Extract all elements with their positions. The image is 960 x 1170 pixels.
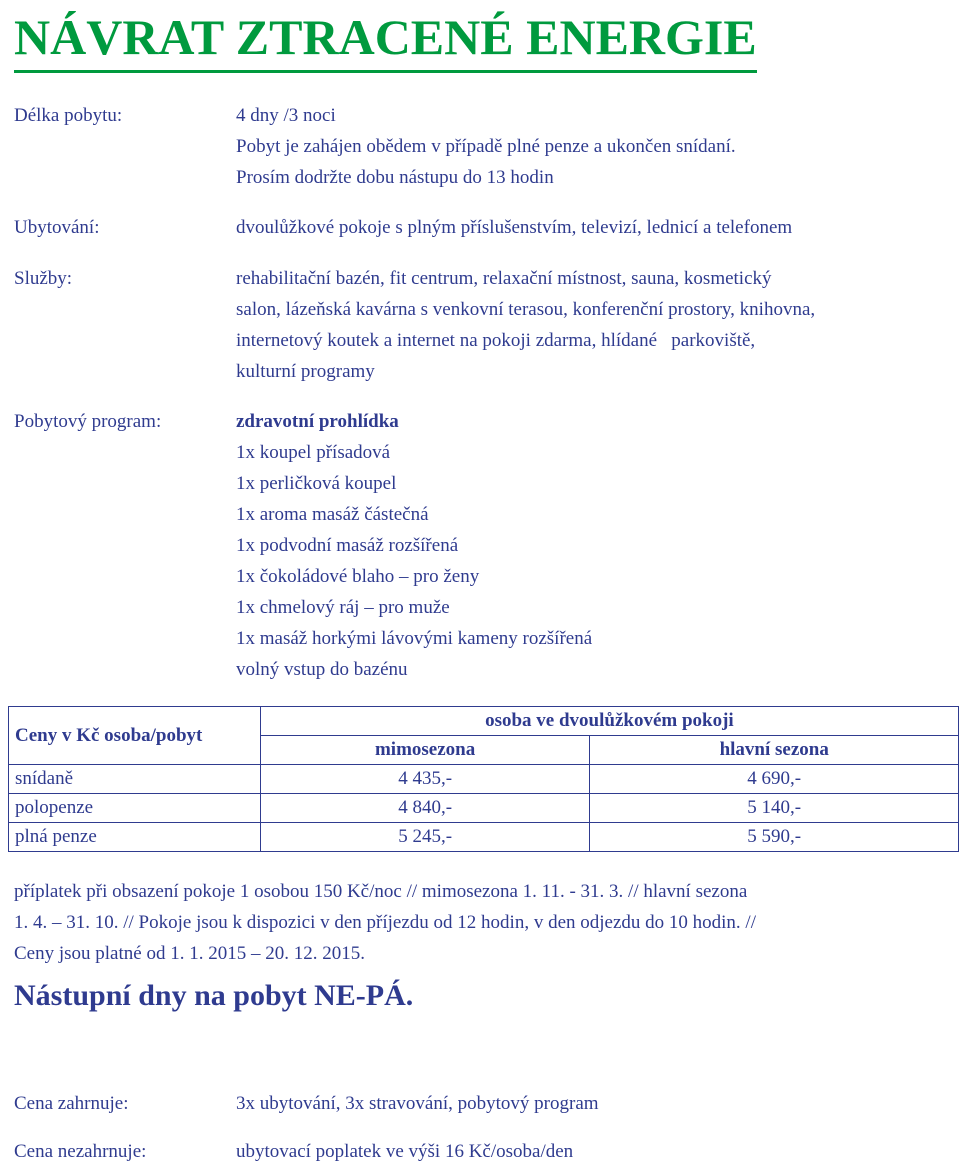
price-header-row [9, 707, 959, 736]
table-row [9, 823, 959, 852]
page-title: NÁVRAT ZTRACENÉ ENERGIE [14, 4, 757, 73]
board-type: plná penze [9, 823, 261, 852]
program-item: 1x chmelový ráj – pro muže [236, 597, 450, 618]
room-type-header: osoba ve dvoulůžkovém pokoji [260, 707, 958, 736]
start-days-heading: Nástupní dny na pobyt NE-PÁ. [14, 979, 414, 1012]
program-list [236, 406, 592, 685]
program-item: 1x podvodní masáž rozšířená [236, 535, 459, 556]
price-main-season: 5 140,- [590, 794, 959, 823]
note-line: Ceny jsou platné od 1. 1. 2015 – 20. 12. 2015. [14, 943, 365, 964]
program-item: 1x masáž horkými lávovými kameny rozšířená [236, 628, 593, 649]
price-off-season: 4 435,- [260, 765, 590, 794]
services-line: internetový koutek a internet na pokoji zdarma, hlídané parkoviště, [236, 330, 756, 351]
price-off-season: 5 245,- [260, 823, 590, 852]
not-included-text [236, 1136, 573, 1167]
price-main-season: 5 590,- [590, 823, 959, 852]
accommodation-label: Ubytování: [14, 217, 100, 238]
not-included-value: ubytovací poplatek ve výši 16 Kč/osoba/den [236, 1141, 574, 1162]
included-label: Cena zahrnuje: [14, 1093, 129, 1114]
table-row [9, 794, 959, 823]
included-text [236, 1088, 599, 1119]
stay-duration: 4 dny /3 noci [236, 105, 336, 126]
stay-start-info: Pobyt je zahájen obědem v případě plné penze a ukončen snídaní. [236, 136, 736, 157]
price-off-season: 4 840,- [260, 794, 590, 823]
stay-arrival-info: Prosím dodržte dobu nástupu do 13 hodin [236, 167, 554, 188]
services-line: rehabilitační bazén, fit centrum, relaxační místnost, sauna, kosmetický [236, 268, 772, 289]
off-season-header: mimosezona [260, 736, 590, 765]
services-line: salon, lázeňská kavárna s venkovní terasou, konferenční prostory, knihovna, [236, 299, 816, 320]
note-line: 1. 4. – 31. 10. // Pokoje jsou k dispozici v den příjezdu od 12 hodin, v den odjezdu do 10 hodin. // [14, 912, 756, 933]
price-notes [14, 876, 934, 969]
stay-label: Délka pobytu: [14, 105, 123, 126]
services-label: Služby: [14, 268, 73, 289]
price-table [8, 706, 959, 852]
program-label: Pobytový program: [14, 411, 162, 432]
board-type: polopenze [9, 794, 261, 823]
not-included-label: Cena nezahrnuje: [14, 1141, 147, 1162]
program-item: 1x perličková koupel [236, 473, 397, 494]
note-line: příplatek při obsazení pokoje 1 osobou 150 Kč/noc // mimosezona 1. 11. - 31. 3. // hlavní sezona [14, 881, 748, 902]
stay-details [236, 100, 736, 193]
table-row [9, 765, 959, 794]
services-text [236, 263, 815, 387]
accommodation-value: dvoulůžkové pokoje s plným příslušenstvím, televizí, lednicí a telefonem [236, 217, 793, 238]
program-heading: zdravotní prohlídka [236, 411, 399, 432]
price-main-season: 4 690,- [590, 765, 959, 794]
program-item: 1x čokoládové blaho – pro ženy [236, 566, 480, 587]
program-item: volný vstup do bazénu [236, 659, 408, 680]
price-table-label: Ceny v Kč osoba/pobyt [9, 707, 261, 765]
main-season-header: hlavní sezona [590, 736, 959, 765]
board-type: snídaně [9, 765, 261, 794]
accommodation-text [236, 212, 792, 243]
included-value: 3x ubytování, 3x stravování, pobytový program [236, 1093, 599, 1114]
program-item: 1x koupel přísadová [236, 442, 391, 463]
services-line: kulturní programy [236, 361, 375, 382]
program-item: 1x aroma masáž částečná [236, 504, 429, 525]
